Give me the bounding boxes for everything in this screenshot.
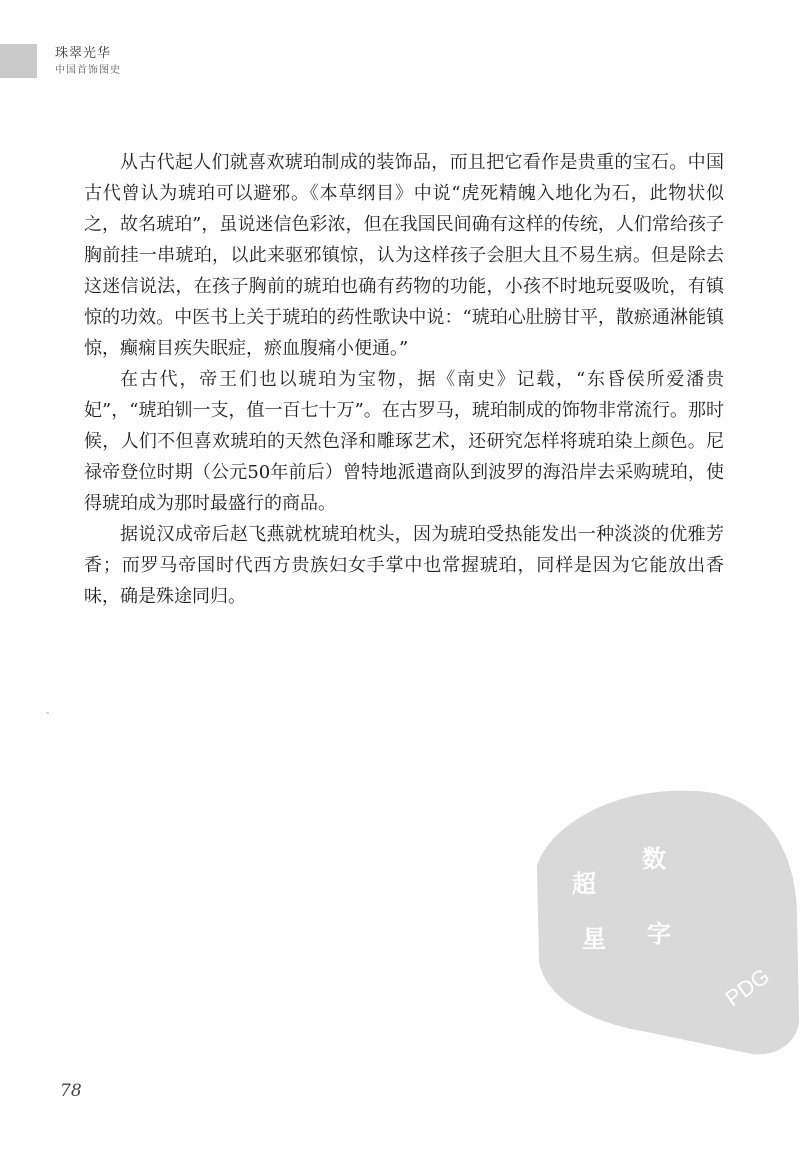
- book-title: 珠翠光华: [55, 46, 112, 61]
- running-head: [55, 46, 121, 78]
- scan-speck: [46, 712, 49, 714]
- paragraph-1: 从古代起人们就喜欢琥珀制成的装饰品，而且把它看作是贵重的宝石。中国古代曾认为琥珀可以避邪。《本草纲目》中说“虎死精魄入地化为石，此物状似之，故名琥珀”，虽说迷信色彩浓，但在我国民间确有这样的传统，人们常给孩子胸前挂一串琥珀，以此来驱邪镇惊，认为这样孩子会胆大且不易生病。但是除去这迷信说法，在孩子胸前的琥珀也确有药物的功能，小孩不时地玩耍吸吮，有镇惊的功效。中医书上关于琥珀的药性歌诀中说：“琥珀心肚膀甘平，散瘀通淋能镇惊，癫痫目疾失眠症，瘀血腹痛小便通。”: [84, 152, 724, 359]
- paragraph-2: 在古代，帝王们也以琥珀为宝物，据《南史》记载，“东昏侯所爱潘贵妃”，“琥珀钏一支，值一百七十万”。在古罗马，琥珀制成的饰物非常流行。那时候，人们不但喜欢琥珀的天然色泽和雕琢艺术，还研究怎样将琥珀染上颜色。尼禄帝登位时期（公元50年前后）曾特地派遣商队到波罗的海沿岸去采购琥珀，使得琥珀成为那时最盛行的商品。: [84, 369, 724, 514]
- seal-glyph-2: 星: [582, 925, 606, 953]
- seal-glyph-3: 数: [642, 845, 666, 873]
- seal-glyph-4: 字: [647, 920, 671, 948]
- page-number: 78: [60, 1081, 82, 1101]
- watermark-seal-icon: [527, 772, 800, 1064]
- book-subtitle: 中国首饰图史: [55, 65, 121, 76]
- seal-glyph-1: 超: [572, 870, 596, 898]
- corner-tab-block: [0, 44, 37, 78]
- body-text: [84, 147, 724, 612]
- paragraph-3: 据说汉成帝后赵飞燕就枕琥珀枕头，因为琥珀受热能发出一种淡淡的优雅芳香；而罗马帝国时代西方贵族妇女手掌中也常握琥珀，同样是因为它能放出香味，确是殊途同归。: [84, 524, 724, 607]
- watermark-label: PDG: [720, 963, 774, 1012]
